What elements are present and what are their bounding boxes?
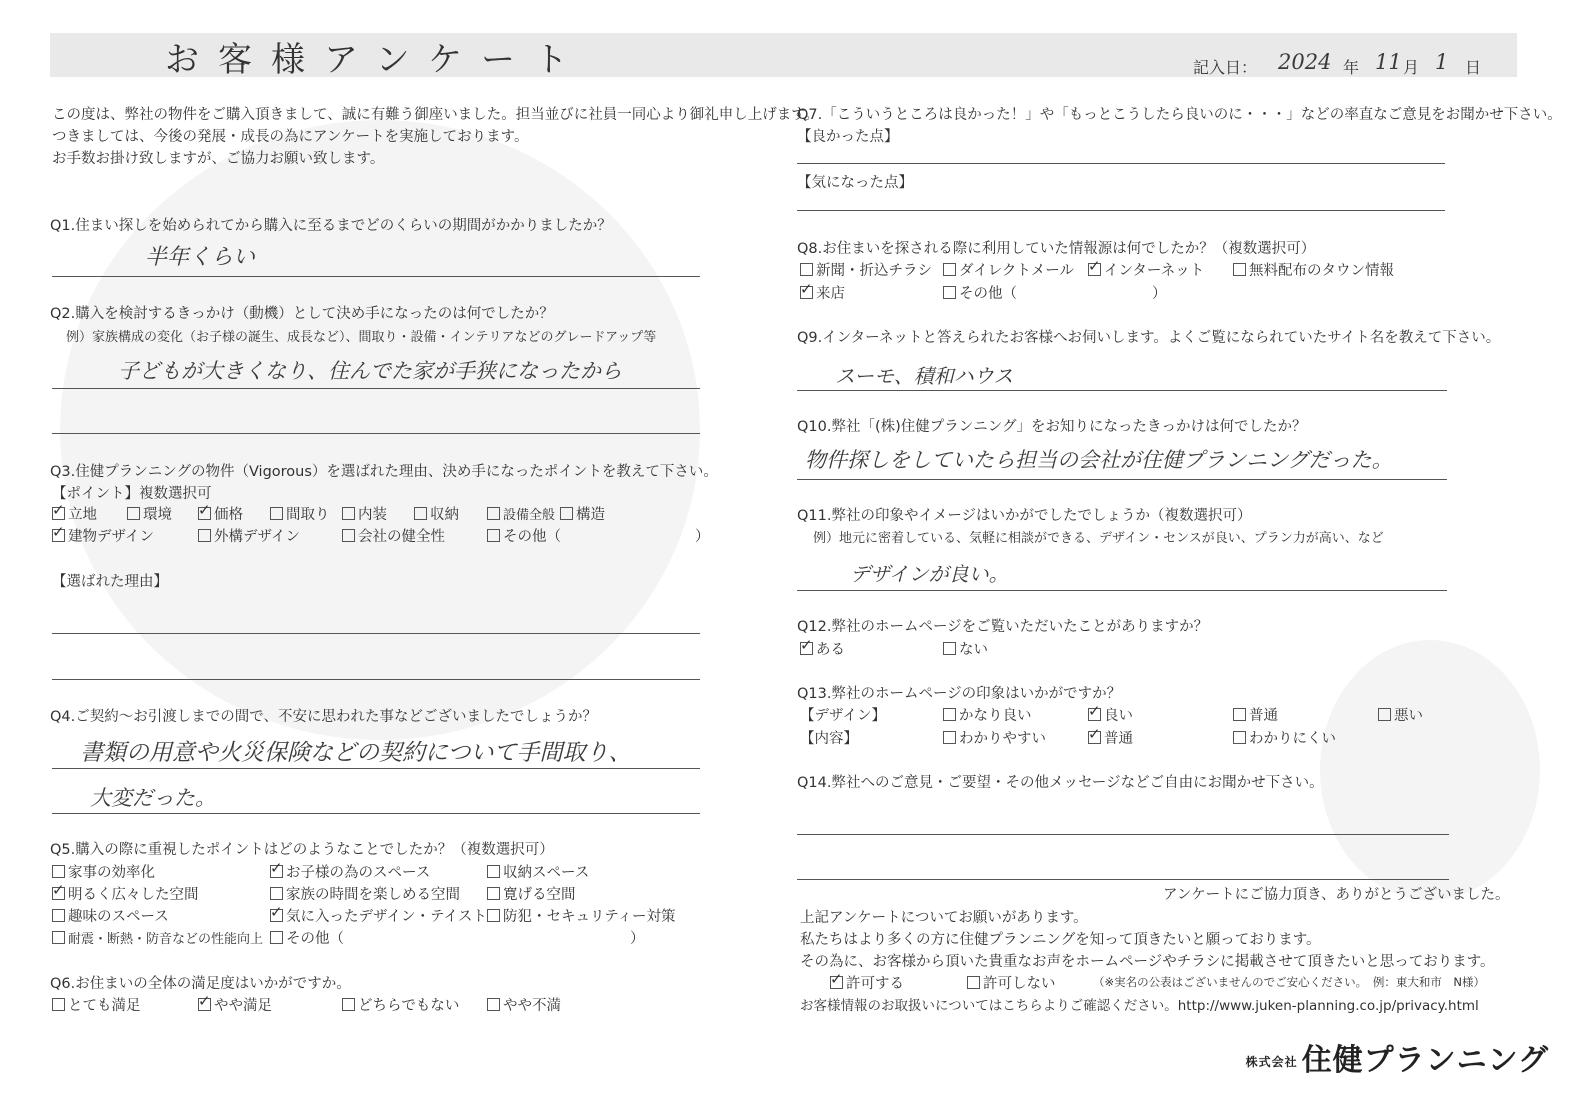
q3-option-environment[interactable]: 環境	[127, 503, 172, 524]
q3-point-label: 【ポイント】複数選択可	[52, 486, 212, 502]
watermark-emblem-right	[1320, 640, 1540, 900]
checkbox-icon	[1378, 708, 1391, 721]
q12-question: Q12.弊社のホームページをご覧いただいたことがありますか？	[797, 619, 1209, 635]
q5-option-security[interactable]: 防犯・セキュリティー対策	[487, 905, 676, 926]
q2-answer: 子どもが大きくなり、住んでた家が手狭になったから	[118, 359, 622, 383]
checkbox-icon	[198, 998, 211, 1011]
checkbox-icon	[943, 263, 956, 276]
checkbox-icon	[52, 931, 65, 944]
q12-option-yes[interactable]: ✓ある	[800, 638, 845, 659]
q5-option-family-time[interactable]: 家族の時間を楽しめる空間	[270, 883, 460, 904]
q3-option-building-design[interactable]: ✓建物デザイン	[52, 525, 154, 546]
q2-question: Q2.購入を検討するきっかけ（動機）として決め手になったのは何でしたか？	[50, 306, 554, 322]
page-title: お客様アンケート	[165, 40, 587, 80]
checkbox-icon	[1088, 731, 1101, 744]
checkbox-icon	[270, 507, 283, 520]
q4-answer-rule-1	[52, 768, 700, 769]
request-line-1: 上記アンケートについてお願いがあります。	[800, 910, 1088, 926]
q3-option-location[interactable]: ✓立地	[52, 503, 97, 524]
checkbox-icon	[52, 507, 65, 520]
checkbox-icon	[1233, 708, 1246, 721]
q8-option-internet[interactable]: ✓ インターネット	[1088, 259, 1204, 280]
q14-answer-line-2	[797, 879, 1449, 880]
permit-option[interactable]: ✓許可する	[830, 972, 904, 993]
q6-option-somewhat-dissatisfied[interactable]: やや不満	[487, 994, 561, 1015]
checkbox-icon	[800, 642, 813, 655]
q3-option-exterior-design[interactable]: 外構デザイン	[198, 525, 300, 546]
checkbox-icon	[800, 263, 813, 276]
date-label: 記入日：	[1193, 58, 1258, 77]
q5-option-bright-space[interactable]: ✓明るく広々した空間	[52, 883, 199, 904]
intro-line-3: お手数お掛け致しますが、ご協力お願い致します。	[52, 151, 385, 167]
checkbox-icon	[487, 507, 500, 520]
logo-name: 住健プランニング	[1301, 1043, 1549, 1078]
q13-question: Q13.弊社のホームページの印象はいかがですか？	[797, 686, 1122, 702]
checkbox-icon	[830, 976, 843, 989]
q5-option-design-taste[interactable]: ✓ 気に入ったデザイン・テイスト	[270, 905, 487, 926]
checkbox-icon	[342, 507, 355, 520]
date-month: 11	[1375, 50, 1402, 74]
checkbox-icon	[198, 529, 211, 542]
q13-design-good[interactable]: ✓ 良い	[1088, 704, 1133, 725]
q11-answer: デザインが良い。	[850, 562, 1009, 586]
checkbox-icon	[52, 909, 65, 922]
checkbox-icon	[52, 865, 65, 878]
q3-option-equipment[interactable]: 設備全般	[487, 504, 555, 523]
intro-line-1: この度は、弊社の物件をご購入頂きまして、誠に有難う御座いました。担当並びに社員一同心より御礼申し上げます。	[52, 107, 820, 123]
q4-answer-rule-2	[52, 813, 700, 814]
q11-question: Q11.弊社の印象やイメージはいかがでしたでしょうか（複数選択可）	[797, 508, 1252, 524]
q1-answer: 半年くらい	[145, 245, 256, 270]
q6-option-neutral[interactable]: どちらでもない	[342, 994, 459, 1015]
q5-option-storage-space[interactable]: 収納スペース	[487, 861, 589, 882]
q7-question: Q7.「こういうところは良かった！」や「もっとこうしたら良いのに・・・」などの率直なご意見をお聞かせ下さい。	[797, 107, 1562, 123]
q13-content-unclear[interactable]: わかりにくい	[1233, 727, 1336, 748]
q9-answer: スーモ、積和ハウス	[835, 364, 1014, 388]
q8-option-other[interactable]: その他（	[943, 282, 1017, 303]
q7-concern-label: 【気になった点】	[797, 175, 913, 191]
q4-answer-line-2: 大変だった。	[90, 786, 216, 810]
q6-question: Q6.お住まいの全体の満足度はいかがですか。	[50, 976, 351, 992]
checkbox-icon	[52, 887, 65, 900]
company-logo	[1246, 1035, 1549, 1079]
privacy-link[interactable]: お客様情報のお取扱いについてはこちらよりご確認ください。http://www.juken-planning.co.jp/privacy.html	[800, 998, 1479, 1014]
checkbox-icon	[342, 998, 355, 1011]
q6-option-somewhat-satisfied[interactable]: ✓ やや満足	[198, 994, 272, 1015]
q3-option-interior[interactable]: 内装	[342, 503, 387, 524]
checkbox-icon	[943, 642, 956, 655]
q5-option-hobby-space[interactable]: 趣味のスペース	[52, 905, 169, 926]
q13-content-clear[interactable]: わかりやすい	[943, 727, 1046, 748]
checkbox-icon	[1233, 731, 1246, 744]
checkbox-icon	[800, 286, 813, 299]
q8-other-close-paren: ）	[1152, 286, 1167, 302]
checkbox-icon	[52, 529, 65, 542]
deny-option[interactable]: 許可しない	[967, 972, 1056, 993]
checkbox-icon	[198, 507, 211, 520]
q13-design-label: 【デザイン】	[800, 708, 886, 724]
q13-design-very-good[interactable]: かなり良い	[943, 704, 1032, 725]
q5-other-close-paren: ）	[630, 931, 645, 947]
year-unit: 年	[1343, 58, 1360, 77]
date-day: 1	[1435, 50, 1449, 74]
q2-answer-line-2	[52, 433, 700, 434]
q3-option-other[interactable]: その他（	[487, 525, 561, 546]
checkbox-icon	[270, 931, 283, 944]
checkbox-icon	[1233, 263, 1246, 276]
q2-answer-line-1	[52, 388, 700, 389]
q13-design-bad[interactable]: 悪い	[1378, 704, 1423, 725]
q8-question: Q8.お住まいを探される際に利用していた情報源は何でしたか？（複数選択可）	[797, 241, 1316, 257]
checkbox-icon	[127, 507, 140, 520]
watermark-emblem-left	[60, 120, 700, 740]
q14-answer-line-1	[797, 834, 1449, 835]
checkbox-icon	[414, 507, 427, 520]
q3-reason-label: 【選ばれた理由】	[52, 574, 168, 590]
q7-concern-line	[797, 210, 1445, 211]
checkbox-icon	[487, 865, 500, 878]
q5-option-kids-space[interactable]: ✓ お子様の為のスペース	[270, 861, 430, 882]
request-line-3: その為に、お客様から頂いた貴重なお声をホームページやチラシに掲載させて頂きたいと思っております。	[800, 954, 1495, 970]
q3-other-close-paren: ）	[695, 529, 710, 545]
q7-good-line	[797, 163, 1445, 164]
checkbox-icon	[487, 998, 500, 1011]
q8-option-newspaper[interactable]: 新聞・折込チラシ	[800, 259, 932, 280]
checkbox-icon	[270, 865, 283, 878]
q3-reason-line-2	[52, 679, 700, 680]
checkbox-icon	[1088, 263, 1101, 276]
checkbox-icon	[342, 529, 355, 542]
q3-option-structure[interactable]: 構造	[560, 503, 605, 524]
q1-answer-line	[52, 276, 700, 277]
q5-question: Q5.購入の際に重視したポイントはどのようなことでしたか？（複数選択可）	[50, 842, 554, 858]
q3-option-floorplan[interactable]: 間取り	[270, 503, 330, 524]
checkbox-icon	[487, 887, 500, 900]
checkbox-icon	[943, 731, 956, 744]
q3-option-company-soundness[interactable]: 会社の健全性	[342, 525, 445, 546]
q14-question: Q14.弊社へのご意見・ご要望・その他メッセージなどご自由にお聞かせ下さい。	[797, 775, 1324, 791]
q12-option-no[interactable]: ない	[943, 638, 988, 659]
q3-question: Q3.住健プランニングの物件（Vigorous）を選ばれた理由、決め手になったポイントを教えて下さい。	[50, 464, 718, 480]
thanks-message: アンケートにご協力頂き、ありがとうございました。	[1163, 887, 1510, 903]
q8-option-direct-mail[interactable]: ダイレクトメール	[943, 259, 1074, 280]
q4-question: Q4.ご契約～お引渡しまでの間で、不安に思われた事などございましたでしょうか？	[50, 709, 597, 725]
q8-option-free-town-info[interactable]: 無料配布のタウン情報	[1233, 259, 1394, 280]
q3-reason-line-1	[52, 633, 700, 634]
q5-option-relax-space[interactable]: 寛げる空間	[487, 883, 576, 904]
q13-design-average[interactable]: 普通	[1233, 704, 1278, 725]
q5-option-other[interactable]: その他（	[270, 927, 344, 948]
q10-question: Q10.弊社「(株)住健プランニング」をお知りになったきっかけは何でしたか？	[797, 419, 1307, 435]
q8-option-store-visit[interactable]: ✓来店	[800, 282, 845, 303]
checkbox-icon	[943, 286, 956, 299]
q5-option-housework[interactable]: 家事の効率化	[52, 861, 155, 882]
checkbox-icon	[560, 507, 573, 520]
checkbox-icon	[487, 529, 500, 542]
q11-answer-line	[797, 590, 1447, 591]
q3-option-storage[interactable]: 収納	[414, 503, 459, 524]
q10-answer-line	[797, 479, 1447, 480]
request-line-2: 私たちはより多くの方に住健プランニングを知って頂きたいと願っております。	[800, 932, 1321, 948]
q9-answer-line	[797, 390, 1447, 391]
logo-prefix: 株式会社	[1245, 1055, 1298, 1069]
checkbox-icon	[52, 998, 65, 1011]
checkbox-icon	[270, 887, 283, 900]
q10-answer: 物件探しをしていたら担当の会社が住健プランニングだった。	[805, 448, 1393, 472]
checkbox-icon	[967, 976, 980, 989]
checkbox-icon	[270, 909, 283, 922]
q6-option-very-satisfied[interactable]: とても満足	[52, 994, 141, 1015]
q9-question: Q9.インターネットと答えられたお客様へお伺いします。よくご覧になられていたサイト名を教えて下さい。	[797, 330, 1501, 346]
month-unit: 月	[1403, 58, 1420, 77]
day-unit: 日	[1465, 58, 1482, 77]
checkbox-icon	[487, 909, 500, 922]
intro-line-2: つきましては、今後の発展・成長の為にアンケートを実施しております。	[52, 129, 529, 145]
q13-content-average[interactable]: ✓ 普通	[1088, 727, 1133, 748]
checkbox-icon	[943, 708, 956, 721]
anonymity-note: （※実名の公表はございませんのでご安心ください。 例：東大和市 N様）	[1093, 975, 1485, 989]
q1-question: Q1.住まい探しを始められてから購入に至るまでどのくらいの期間がかかりましたか？	[50, 218, 612, 234]
q11-example: 例）地元に密着している、気軽に相談ができる、デザイン・センスが良い、プラン力が高い、など	[813, 531, 1384, 546]
q7-good-label: 【良かった点】	[797, 129, 899, 145]
q5-option-performance[interactable]: 耐震・断熱・防音などの性能向上	[52, 928, 263, 947]
q2-example: 例）家族構成の変化（お子様の誕生、成長など）、間取り・設備・インテリアなどのグレードアップ等	[66, 330, 657, 345]
date-year: 2024	[1278, 50, 1332, 74]
q4-answer-line-1: 書類の用意や火災保険などの契約について手間取り、	[80, 740, 632, 766]
checkbox-icon	[1088, 708, 1101, 721]
q13-content-label: 【内容】	[800, 731, 858, 747]
q3-option-price[interactable]: ✓ 価格	[198, 503, 243, 524]
